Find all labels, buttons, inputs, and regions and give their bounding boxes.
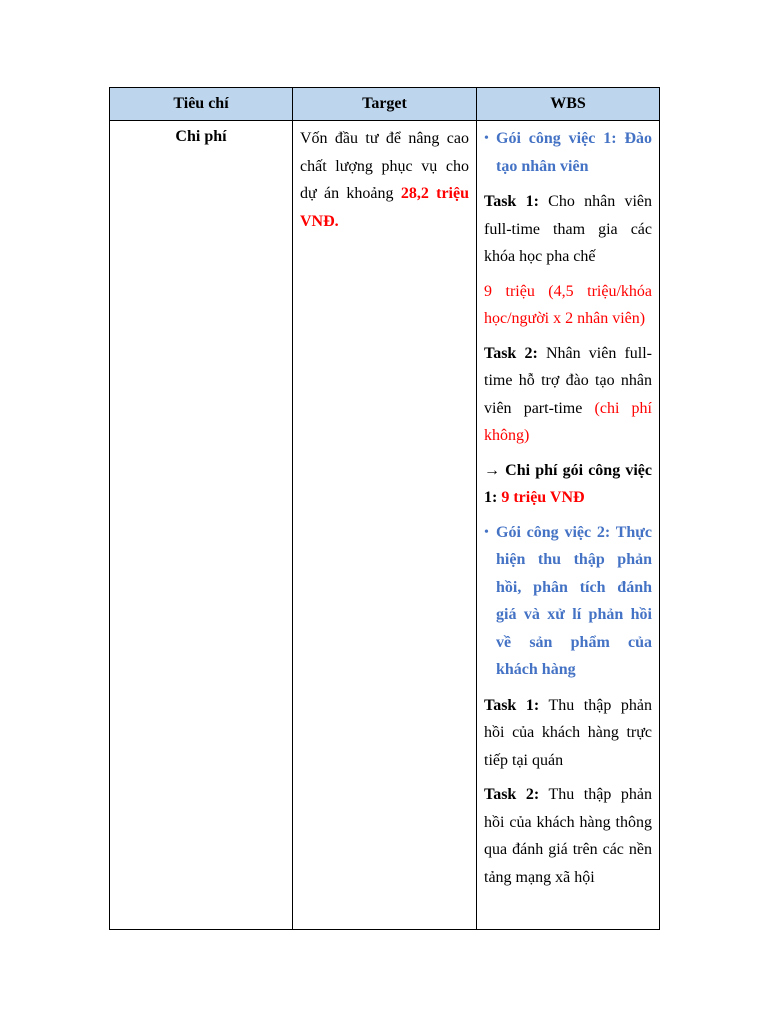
target-amount: 28,2 triệu VNĐ. — [300, 185, 469, 230]
header-target: Target — [293, 88, 477, 121]
header-row — [110, 88, 660, 121]
criteria-cell: Chi phí — [110, 121, 293, 930]
task-label: Task 1: — [484, 193, 539, 210]
wbs-table — [109, 87, 660, 930]
summary-label: → Chi phí gói công việc 1: — [484, 461, 652, 506]
table-row — [110, 121, 660, 930]
summary-value: 9 triệu VNĐ — [501, 489, 585, 506]
bullet-icon: • — [484, 131, 489, 146]
package-1-title: Gói công việc 1: Đào tạo nhân viên — [496, 130, 652, 175]
package-2-task-1 — [484, 692, 652, 775]
task-cost: (chi phí không) — [484, 399, 652, 444]
target-text: Vốn đầu tư để nâng cao chất lượng phục vụ cho dự án khoảng — [300, 130, 469, 202]
package-1-task-2 — [484, 340, 652, 450]
package-1-heading — [484, 125, 652, 180]
target-cell — [293, 121, 477, 930]
header-wbs: WBS — [477, 88, 660, 121]
task-text: Thu thập phản hồi của khách hàng trực tiếp tại quán — [484, 696, 653, 769]
wbs-cell — [477, 121, 660, 930]
package-2-title: Gói công việc 2: Thực hiện thu thập phản hồi, phân tích đánh giá và xử lí phản hồi về sản phẩm của khách hàng — [496, 523, 652, 678]
task-text: Nhân viên full-time hỗ trợ đào tạo nhân viên part-time — [484, 344, 653, 417]
header-criteria: Tiêu chí — [110, 88, 293, 121]
package-1-task-1 — [484, 188, 652, 271]
package-2-heading — [484, 519, 652, 684]
package-1-summary — [484, 457, 652, 512]
task-label: Task 1: — [484, 696, 540, 714]
package-1-task-1-cost: 9 triệu (4,5 triệu/khóa học/người x 2 nhân viên) — [484, 282, 652, 327]
task-text: Cho nhân viên full-time tham gia các khóa học pha chế — [484, 193, 653, 265]
task-label: Task 2: — [484, 344, 538, 362]
task-text: Thu thập phản hồi của khách hàng thông qua đánh giá trên các nền tảng mạng xã hội — [484, 786, 653, 886]
bullet-icon: • — [484, 524, 489, 540]
task-label: Task 2: — [484, 786, 540, 803]
package-2-task-2 — [484, 781, 652, 891]
